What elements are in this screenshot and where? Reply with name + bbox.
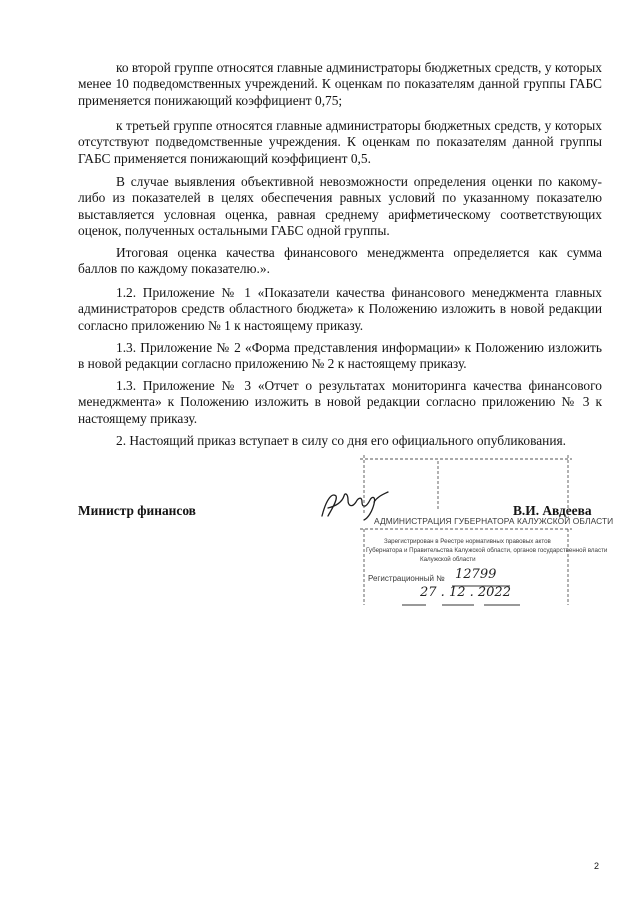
paragraph-appendix-1: 1.2. Приложение № 1 «Показатели качества финансового менеджмента главных администраторов средств областного бюджета» к Положению изложить в новой редакции согласно приложению № 1 к настоящему приказу. <box>78 285 602 333</box>
paragraph-third-group: к третьей группе относятся главные администраторы бюджетных средств, у которых отсутствуют подведомственные учреждения. К оценкам по показателям данной группы ГАБС применяется понижающий коэффициент 0,5. <box>78 118 602 166</box>
stamp-header: АДМИНИСТРАЦИЯ ГУБЕРНАТОРА КАЛУЖСКОЙ ОБЛАСТИ <box>374 516 614 526</box>
registration-stamp <box>360 455 614 613</box>
paragraph-appendix-2: 1.3. Приложение № 2 «Форма представления информации» к Положению изложить в новой редакции согласно приложению № 2 к настоящему приказу. <box>78 340 602 372</box>
stamp-line-1: Зарегистрирован в Реестре нормативных правовых актов <box>384 538 551 545</box>
signatory-name: В.И. Авдеева <box>513 503 592 518</box>
stamp-registration-label: Регистрационный № <box>368 574 445 583</box>
paragraph-second-group: ко второй группе относятся главные администраторы бюджетных средств, у которых менее 10 подведомственных учреждений. К оценкам по показателям данной группы ГАБС применяется понижающий коэффициент 0,75; <box>78 60 602 108</box>
signatory-title: Министр финансов <box>78 503 196 518</box>
stamp-line-3: Калужской области <box>420 556 476 563</box>
stamp-line-2: Губернатора и Правительства Калужской области, органов государственной власти <box>366 547 608 554</box>
page-number: 2 <box>594 861 600 871</box>
paragraph-effective-date: 2. Настоящий приказ вступает в силу со дня его официального опубликования. <box>116 433 566 448</box>
paragraph-conditional-score: В случае выявления объективной невозможности определения оценки по какому-либо из показателей в целях обеспечения равных условий по указанному показателю выставляется условная оценка, равная среднему арифметическому соответствующих оценок, полученных остальными ГАБС одной группы. <box>78 174 602 239</box>
paragraph-appendix-3: 1.3. Приложение № 3 «Отчет о результатах мониторинга качества финансового менеджмента» к Положению изложить в новой редакции согласно приложению № 3 к настоящему приказу. <box>78 378 602 426</box>
paragraph-final-score: Итоговая оценка качества финансового менеджмента определяется как сумма баллов по каждому показателю.». <box>78 245 602 277</box>
stamp-date: 27 . 12 . 2022 <box>420 585 511 600</box>
stamp-registration-number: 12799 <box>455 567 497 582</box>
